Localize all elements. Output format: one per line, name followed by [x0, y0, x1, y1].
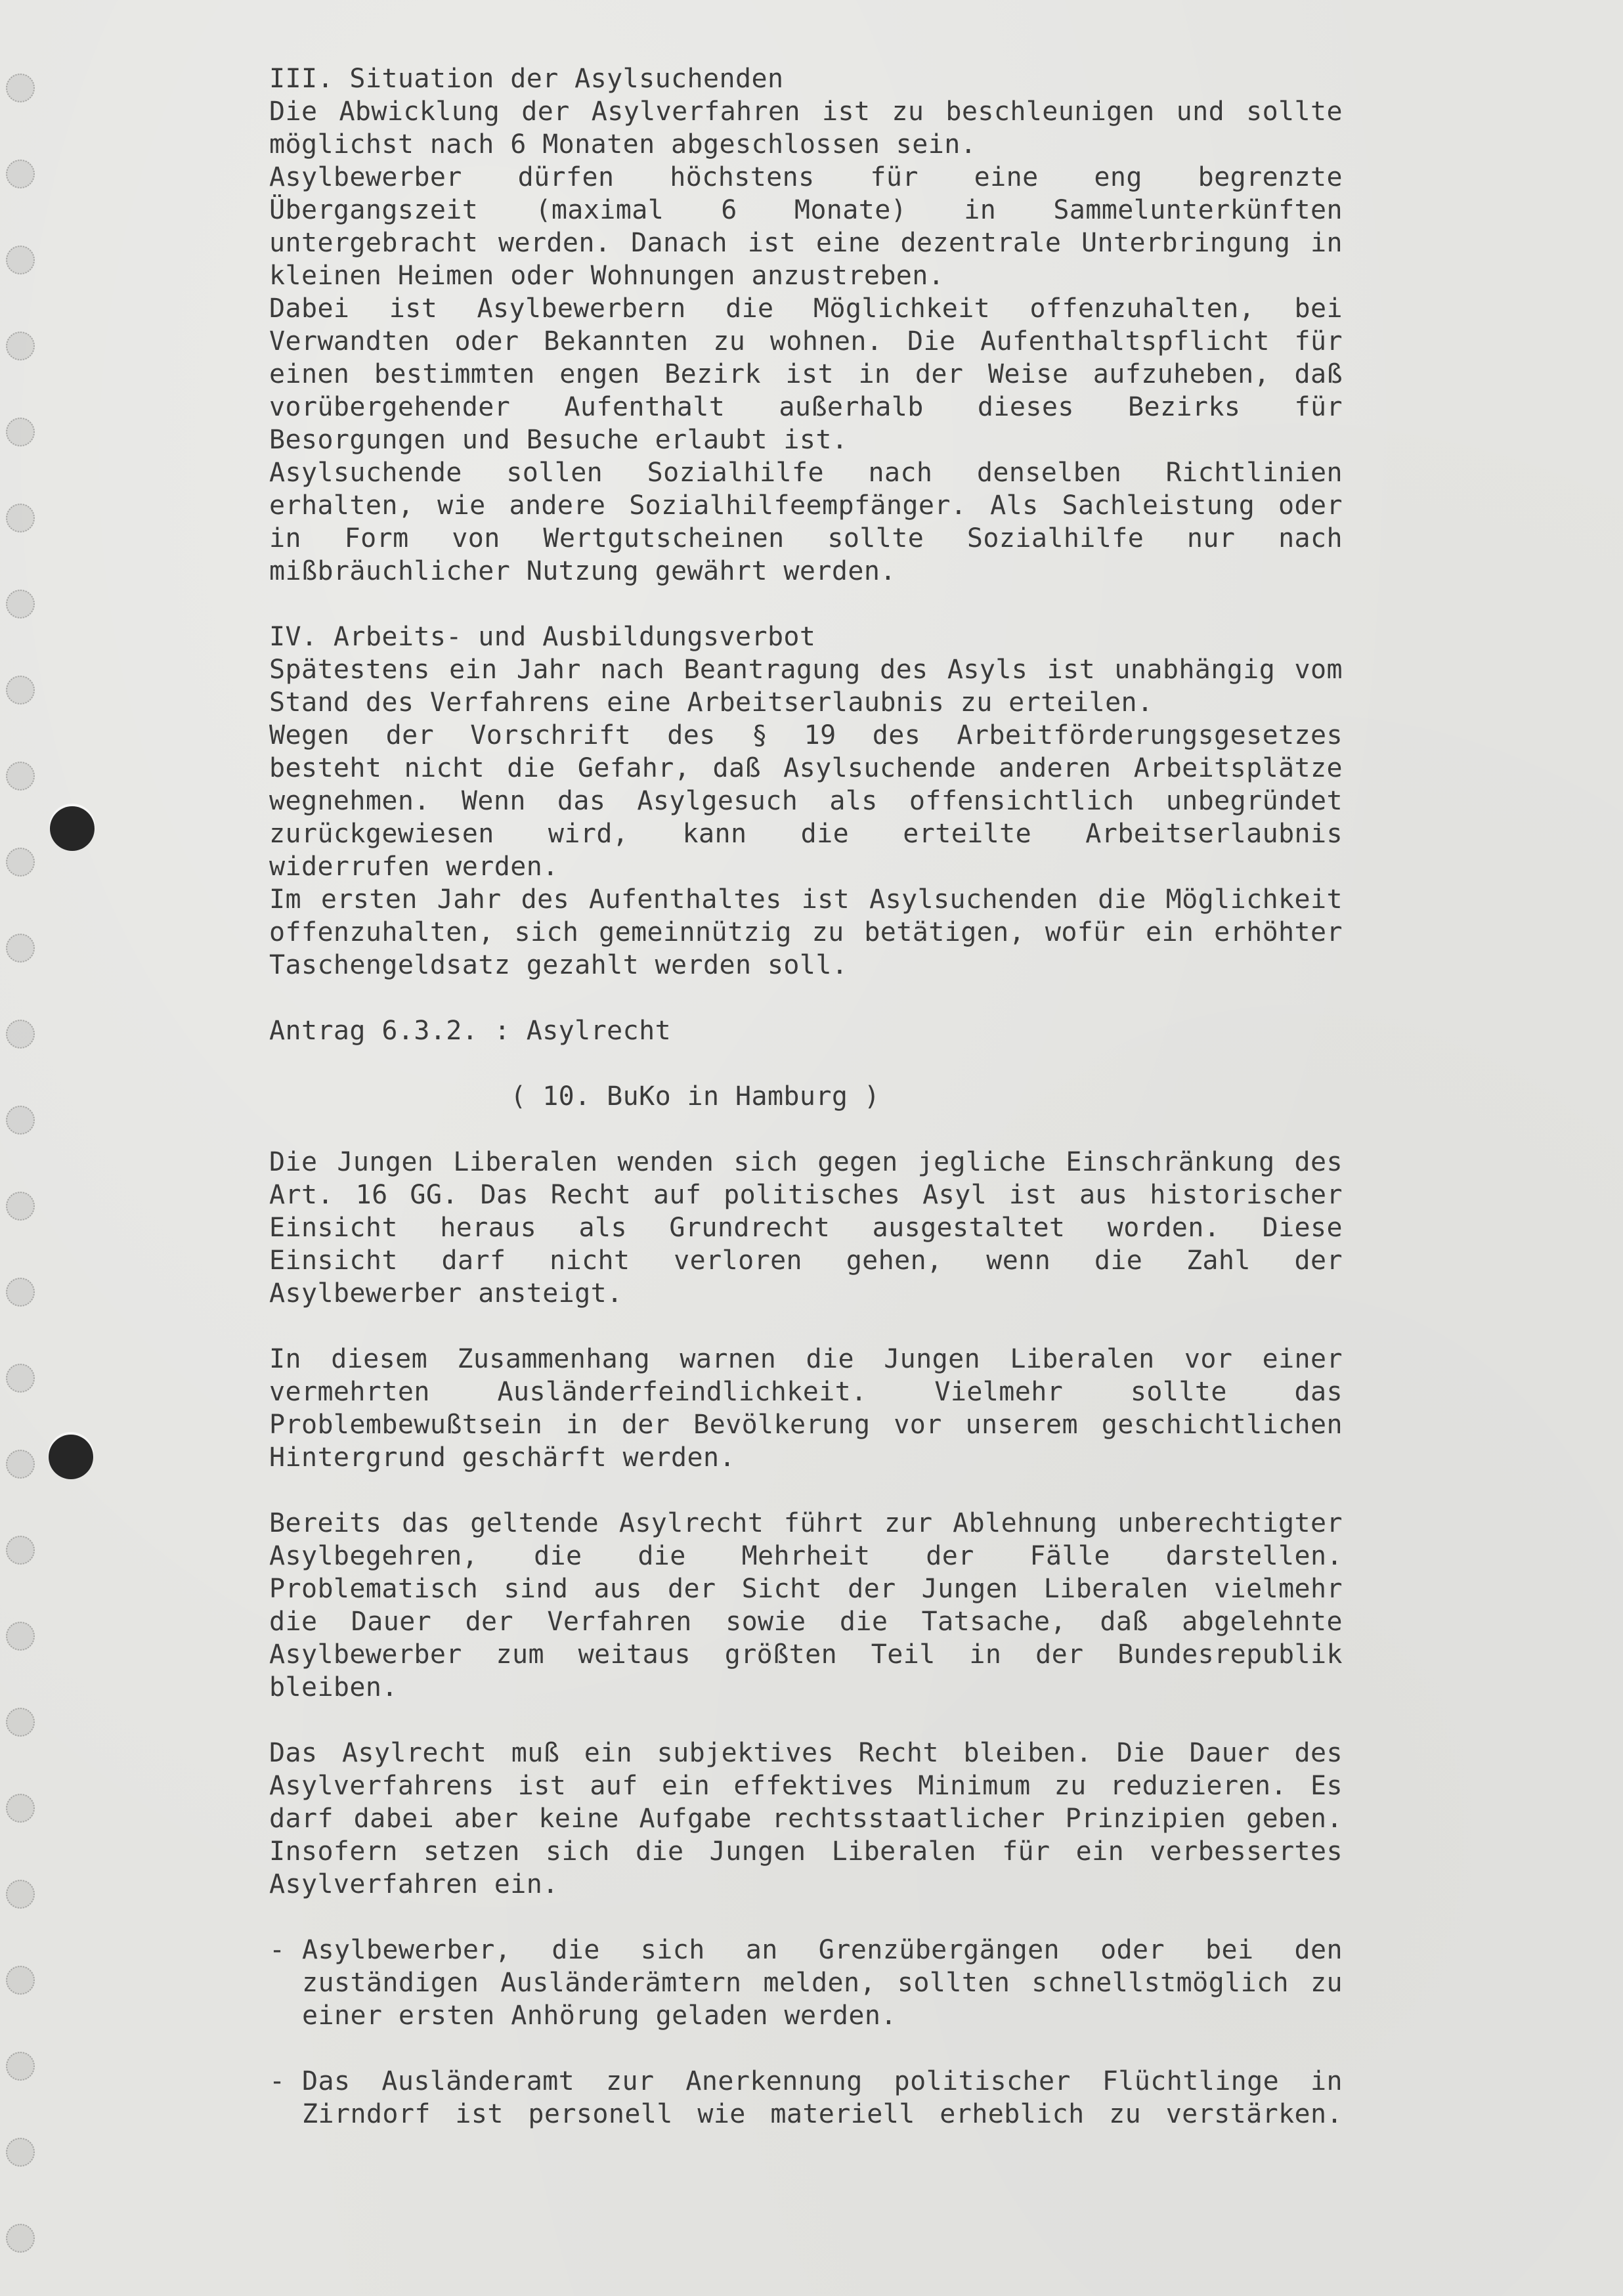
feed-hole-icon [6, 1794, 35, 1823]
text-line: Zirndorf ist personell wie materiell erheblich zu verstärken. [302, 2099, 1343, 2129]
text-line: Asylverfahren ein. [269, 1869, 559, 1899]
text-line: in Form von Wertgutscheinen sollte Sozialhilfe nur nach [269, 523, 1343, 553]
text-line: Asylbewerber ansteigt. [269, 1278, 623, 1309]
feed-hole-icon [6, 504, 35, 532]
text-line: Einsicht darf nicht verloren gehen, wenn die Zahl der [269, 1245, 1343, 1276]
text-line: Die Jungen Liberalen wenden sich gegen jegliche Einschränkung des [269, 1147, 1343, 1177]
text-line: ( 10. BuKo in Hamburg ) [269, 1081, 880, 1112]
text-line: Das Asylrecht muß ein subjektives Recht bleiben. Die Dauer des [269, 1738, 1343, 1768]
list-item-text: Asylbewerber, die sich an Grenzübergängen oder bei den [302, 1935, 1343, 1965]
text-line: darf dabei aber keine Aufgabe rechtsstaatlicher Prinzipien geben. [269, 1804, 1343, 1834]
text-line: widerrufen werden. [269, 852, 559, 882]
feed-hole-icon [6, 590, 35, 618]
text-line: einen bestimmten engen Bezirk ist in der Weise aufzuheben, daß [269, 359, 1343, 389]
text-line: Antrag 6.3.2. : Asylrecht [269, 1016, 672, 1046]
text-line: Asylverfahrens ist auf ein effektives Minimum zu reduzieren. Es [269, 1771, 1343, 1801]
feed-hole-icon [6, 1622, 35, 1651]
feed-hole-icon [6, 1536, 35, 1565]
feed-hole-icon [6, 934, 35, 963]
text-line: Taschengeldsatz gezahlt werden soll. [269, 950, 848, 980]
text-line: besteht nicht die Gefahr, daß Asylsuchende anderen Arbeitsplätze [269, 753, 1343, 783]
text-line: Die Abwicklung der Asylverfahren ist zu beschleunigen und sollte [269, 97, 1343, 127]
text-line: Art. 16 GG. Das Recht auf politisches Asyl ist aus historischer [269, 1180, 1343, 1210]
feed-hole-icon [6, 1450, 35, 1479]
feed-hole-icon [6, 2224, 35, 2253]
feed-hole-icon [6, 418, 35, 446]
feed-hole-icon [6, 1278, 35, 1307]
text-line: Einsicht heraus als Grundrecht ausgestaltet worden. Diese [269, 1213, 1343, 1243]
feed-hole-icon [6, 160, 35, 188]
text-line: untergebracht werden. Danach ist eine dezentrale Unterbringung in [269, 228, 1343, 258]
text-line: Besorgungen und Besuche erlaubt ist. [269, 425, 848, 455]
text-line: die Dauer der Verfahren sowie die Tatsache, daß abgelehnte [269, 1607, 1343, 1637]
feed-hole-icon [6, 1020, 35, 1049]
feed-hole-icon [6, 332, 35, 360]
text-line: einer ersten Anhörung geladen werden. [302, 2001, 897, 2031]
text-line: Übergangszeit (maximal 6 Monate) in Sammelunterkünften [269, 195, 1343, 225]
text-line: In diesem Zusammenhang warnen die Jungen Liberalen vor einer [269, 1344, 1343, 1374]
text-line: III. Situation der Asylsuchenden [269, 64, 784, 94]
feed-hole-icon [6, 762, 35, 791]
text-line: Asylsuchende sollen Sozialhilfe nach denselben Richtlinien [269, 458, 1343, 488]
text-line: Asylbegehren, die die Mehrheit der Fälle darstellen. [269, 1541, 1343, 1571]
text-line: Bereits das geltende Asylrecht führt zur Ablehnung unberechtigter [269, 1508, 1343, 1538]
text-line: bleiben. [269, 1672, 398, 1702]
feed-hole-icon [6, 1708, 35, 1737]
document-body [269, 0, 1343, 2296]
text-line: Stand des Verfahrens eine Arbeitserlaubnis zu erteilen. [269, 687, 1154, 718]
text-line: Wegen der Vorschrift des § 19 des Arbeitförderungsgesetzes [269, 720, 1343, 750]
text-line: zurückgewiesen wird, kann die erteilte Arbeitserlaubnis [269, 819, 1343, 849]
text-line: Asylbewerber dürfen höchstens für eine eng begrenzte [269, 162, 1343, 192]
text-line: Dabei ist Asylbewerbern die Möglichkeit offenzuhalten, bei [269, 293, 1343, 324]
text-line: Insofern setzen sich die Jungen Liberalen für ein verbessertes [269, 1836, 1343, 1867]
text-line: zuständigen Ausländerämtern melden, sollten schnellstmöglich zu [302, 1968, 1343, 1998]
punch-hole-icon [50, 806, 95, 851]
text-line: Spätestens ein Jahr nach Beantragung des Asyls ist unabhängig vom [269, 655, 1343, 685]
text-line: vorübergehender Aufenthalt außerhalb dieses Bezirks für [269, 392, 1343, 422]
feed-hole-icon [6, 1966, 35, 1995]
feed-hole-icon [6, 246, 35, 274]
text-line: IV. Arbeits- und Ausbildungsverbot [269, 622, 816, 652]
feed-hole-icon [6, 2138, 35, 2167]
feed-hole-icon [6, 2052, 35, 2081]
text-line: vermehrten Ausländerfeindlichkeit. Vielmehr sollte das [269, 1377, 1343, 1407]
feed-hole-icon [6, 1364, 35, 1393]
punch-hole-icon [49, 1435, 93, 1479]
feed-hole-icon [6, 1106, 35, 1135]
text-line: offenzuhalten, sich gemeinnützig zu betätigen, wofür ein erhöhter [269, 917, 1343, 947]
text-line: möglichst nach 6 Monaten abgeschlossen sein. [269, 129, 977, 160]
text-line: erhalten, wie andere Sozialhilfeempfänger. Als Sachleistung oder [269, 490, 1343, 521]
text-line: Verwandten oder Bekannten zu wohnen. Die Aufenthaltspflicht für [269, 326, 1343, 357]
text-line: Hintergrund geschärft werden. [269, 1442, 735, 1473]
feed-hole-icon [6, 676, 35, 704]
feed-hole-icon [6, 1192, 35, 1221]
feed-hole-icon [6, 848, 35, 877]
list-item-text: Das Ausländeramt zur Anerkennung politischer Flüchtlinge in [302, 2066, 1343, 2096]
text-line: wegnehmen. Wenn das Asylgesuch als offensichtlich unbegründet [269, 786, 1343, 816]
feed-hole-icon [6, 74, 35, 102]
list-bullet-dash: - [269, 2066, 286, 2096]
text-line: Problematisch sind aus der Sicht der Jungen Liberalen vielmehr [269, 1574, 1343, 1604]
text-line: kleinen Heimen oder Wohnungen anzustreben. [269, 261, 945, 291]
list-bullet-dash: - [269, 1935, 286, 1965]
text-line: Problembewußtsein in der Bevölkerung vor unserem geschichtlichen [269, 1410, 1343, 1440]
feed-hole-icon [6, 1880, 35, 1909]
text-line: mißbräuchlicher Nutzung gewährt werden. [269, 556, 896, 586]
text-line: Im ersten Jahr des Aufenthaltes ist Asylsuchenden die Möglichkeit [269, 884, 1343, 915]
text-line: Asylbewerber zum weitaus größten Teil in der Bundesrepublik [269, 1639, 1343, 1670]
